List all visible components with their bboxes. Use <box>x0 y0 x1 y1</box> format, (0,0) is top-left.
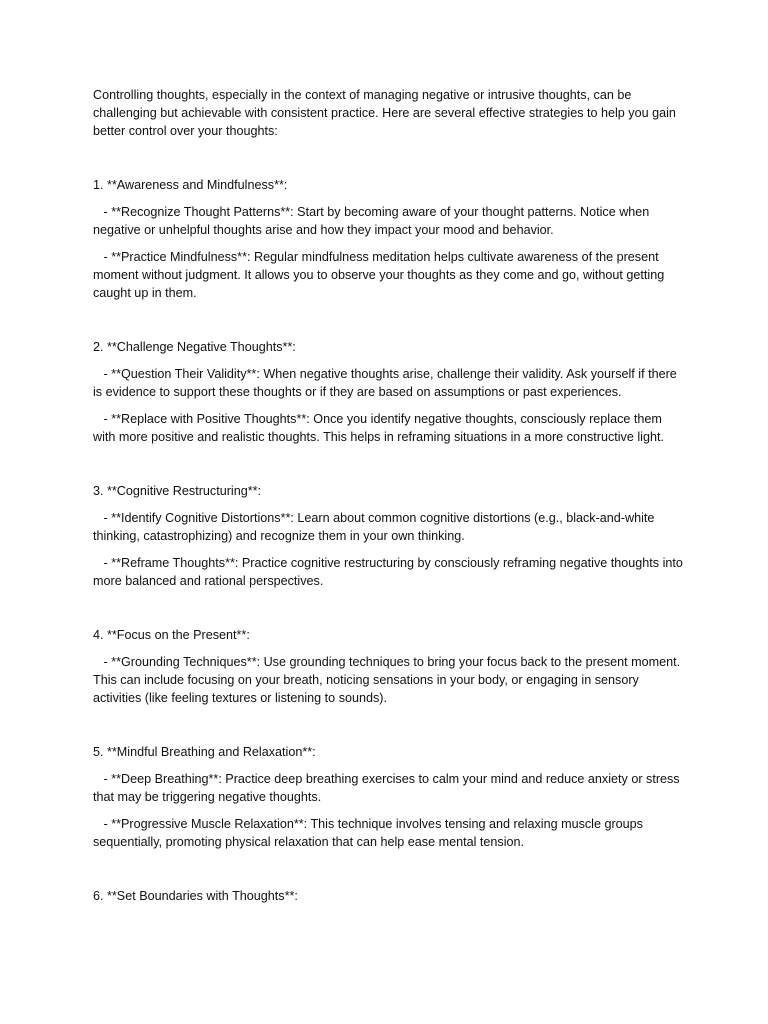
section-item: - **Reframe Thoughts**: Practice cognitive restructuring by consciously reframing negative thoughts into more balanced and rational perspectives. <box>93 556 687 588</box>
section-heading: 1. **Awareness and Mindfulness**: <box>93 178 288 192</box>
section-heading: 5. **Mindful Breathing and Relaxation**: <box>93 745 316 759</box>
section-item: - **Practice Mindfulness**: Regular mindfulness meditation helps cultivate awareness of the present moment without judgment. It allows you to observe your thoughts as they come and go, without getting caught up in them. <box>93 250 668 300</box>
section-item: - **Progressive Muscle Relaxation**: This technique involves tensing and relaxing muscle groups sequentially, promoting physical relaxation that can help ease mental tension. <box>93 817 647 849</box>
document-page <box>93 86 687 941</box>
section-item: - **Deep Breathing**: Practice deep breathing exercises to calm your mind and reduce anxiety or stress that may be triggering negative thoughts. <box>93 772 684 804</box>
section-heading: 3. **Cognitive Restructuring**: <box>93 484 261 498</box>
section-item: - **Replace with Positive Thoughts**: Once you identify negative thoughts, consciously replace them with more positive and realistic thoughts. This helps in reframing situations in a more constructive light. <box>93 412 666 444</box>
sections-container <box>93 176 687 905</box>
section-item: - **Grounding Techniques**: Use grounding techniques to bring your focus back to the present moment. This can include focusing on your breath, noticing sensations in your body, or engaging in sensory activities (like feeling textures or listening to sounds). <box>93 655 684 705</box>
intro-paragraph: Controlling thoughts, especially in the context of managing negative or intrusive thoughts, can be challenging but achievable with consistent practice. Here are several effective strategies to help you gain better control over your thoughts: <box>93 88 676 138</box>
section-item: - **Recognize Thought Patterns**: Start by becoming aware of your thought patterns. Notice when negative or unhelpful thoughts arise and how they impact your mood and behavior. <box>93 205 653 237</box>
section-heading: 2. **Challenge Negative Thoughts**: <box>93 340 296 354</box>
section-1 <box>93 176 683 302</box>
section-heading: 6. **Set Boundaries with Thoughts**: <box>93 889 298 903</box>
section-6 <box>93 887 683 905</box>
section-4 <box>93 626 683 707</box>
section-3 <box>93 482 687 590</box>
section-item: - **Question Their Validity**: When negative thoughts arise, challenge their validity. Ask yourself if there is evidence to support these thoughts or if they are based on assumptions or past experiences. <box>93 367 681 399</box>
section-2 <box>93 338 683 446</box>
section-item: - **Identify Cognitive Distortions**: Learn about common cognitive distortions (e.g., black-and-white thinking, catastrophizing) and recognize them in your own thinking. <box>93 511 658 543</box>
section-5 <box>93 743 683 851</box>
section-heading: 4. **Focus on the Present**: <box>93 628 250 642</box>
